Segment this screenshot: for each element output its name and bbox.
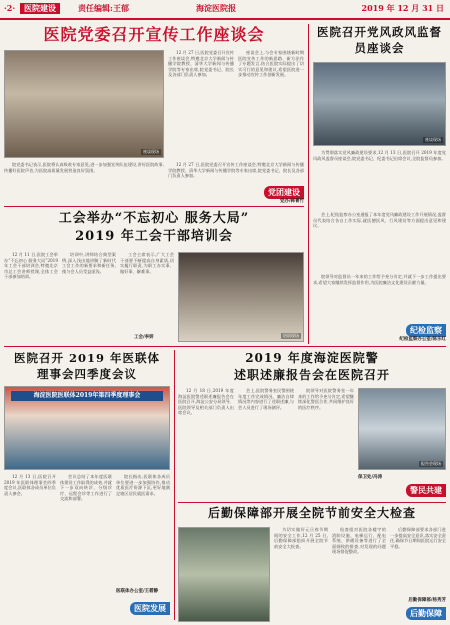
- article-body-col4: 12 月 27 日,医院党委召开宣传工作座谈会,特邀北京大学新闻与传播学院教授、清华大学新闻与传播学院等专家出席,院党委书记、院长及各部门负责人参加。: [168, 162, 304, 179]
- photo-caption: 座谈现场: [425, 137, 441, 142]
- article-body-col3: 院领导对医院警务室一年来的工作给予充分肯定,希望继续深化警医合作,共同维护良好的医疗秩序。: [298, 388, 354, 410]
- section-badge: 医院建设: [20, 3, 60, 14]
- article-title-line2: 2019 年工会干部培训会: [75, 229, 233, 244]
- article-body-col2: 培训中,讲师结合典型案例,深入浅出地讲解了新时代工会工作的新要求和新任务,使与会人员受益匪浅。: [62, 252, 116, 274]
- article-body-col3: 院党委书记表示,医院将认真吸收专家意见,进一步加强宣传队伍建设,讲好医院故事,传播好医院声音,为医院高质量发展营造良好氛围。: [4, 162, 164, 173]
- article-body-col2: 座谈会上,与会专家围绕新时期医院宣传工作的新思路、新方法作了专题发言,结合医院实际提出了切实可行的意见和建议,希望医院进一步推动宣传工作创新发展。: [238, 50, 304, 78]
- article-body-para2: 会上,纪检监察办公室通报了本年度党风廉政建设工作开展情况,监督员代表结合各自工作实际,就医德医风、行风建设等方面提出意见和建议。: [313, 212, 446, 229]
- section-tag: 党团建设: [264, 186, 304, 199]
- row-divider: [4, 346, 446, 347]
- row-divider: [4, 206, 304, 207]
- article-title-line1: 2019 年度海淀医院警: [245, 351, 379, 365]
- article-body-col2: 会议总结了本年度医联体建设工作取得的成效,并就下一步双向转诊、分级诊疗、远程会诊等工作进行了交流和部署。: [60, 474, 112, 502]
- editor-credit: 责任编辑:王郁: [78, 3, 129, 13]
- article-body-col1: 为切实做好元旦春节期间的安全工作,12 月 25 日,后勤保障部组织开展全院节前安全大检查。: [274, 527, 328, 549]
- article-medical-alliance: [4, 350, 170, 622]
- article-photo: [313, 62, 446, 146]
- article-body-col3: 后勤保障部要求各部门进一步提高安全意识,落实安全责任,确保节日期间医院运行安全平稳。: [390, 527, 446, 549]
- article-photo: [4, 50, 164, 158]
- article-body-col1: 12 月 11 日,医院工会举办“不忘初心 服务大局”2019 年工会干部培训会,特邀北京市总工会讲师授课,全体工会干部参加培训。: [4, 252, 58, 280]
- article-body-col2: 检查组对医院各楼宇的消防设施、电梯运行、配电系统、供暖设备等进行了全面细致的排查,对发现的问题现场督促整改。: [332, 527, 386, 555]
- article-supervisor-meeting: [313, 24, 446, 342]
- section-tag: 纪检监察: [406, 324, 446, 337]
- article-union-training: [4, 210, 304, 342]
- article-photo: [4, 386, 170, 470]
- photo-caption: 培训现场: [283, 333, 299, 338]
- article-propaganda-meeting: [4, 24, 304, 204]
- column-divider: [308, 24, 309, 344]
- article-body-para3: 院领导对监督员一年来的工作给予充分肯定,并就下一步工作提出要求,希望大家继续发挥监督作用,为医院廉洁文化建设贡献力量。: [313, 274, 446, 285]
- section-tag: 后勤保障: [406, 607, 446, 620]
- newspaper-name: 海淀医院报: [196, 3, 236, 13]
- row-divider: [178, 502, 446, 503]
- article-photo: [178, 252, 304, 342]
- article-title-line2: 述职述廉报告会在医院召开: [233, 368, 390, 382]
- article-title-line1: 医院召开 2019 年医联体: [13, 351, 160, 365]
- article-body-col1: 12 月 13 日,医院召开 2019 年医联体理事会四季度会议,医联体各成员单位负责人参会。: [4, 474, 56, 496]
- page-number: ·2·: [4, 3, 16, 13]
- article-author: 医联体办公室/王碧静: [116, 589, 159, 594]
- article-author: 纪检监察办公室/陈乐红: [399, 337, 446, 342]
- article-photo: [178, 527, 270, 622]
- photo-caption: 座谈现场: [143, 149, 159, 154]
- article-photo: [358, 388, 446, 470]
- issue-date: 2019 年 12 月 31 日: [361, 3, 444, 13]
- article-title-line2: 理事会四季度会议: [37, 367, 137, 381]
- section-tag: 警民共建: [406, 484, 446, 497]
- article-body-col3: 院长指出,医联体各成员单位要进一步加强协作,推动优质医疗资源下沉,更好地满足辖区居民就医需求。: [116, 474, 170, 496]
- article-body-col2: 会上,医院警务室民警围绕年度工作完成情况、廉洁自律情况等内容进行了述职述廉,与会人员进行了现场测评。: [238, 388, 294, 410]
- article-body-col1: 12 月 27 日,医院党委召开宣传工作座谈会,特邀北京大学新闻与传播学院教授、清华大学新闻与传播学院等专家出席,院党委书记、院长及各部门负责人参加。: [168, 50, 234, 78]
- article-author: 党办/韩菁竹: [279, 199, 304, 204]
- article-title-line1: 工会举办“不忘初心 服务大局”: [58, 211, 250, 226]
- article-title: 后勤保障部开展全院节前安全大检查: [207, 506, 416, 520]
- page-header: [0, 0, 450, 20]
- article-author: 后勤保障部/杨秀芳: [408, 598, 446, 603]
- article-author: 工会/李妍: [134, 335, 154, 340]
- article-body-col1: 12 月 18 日,2019 年度海淀医院警述职述廉报告会在医院召开,海淀公安分局领导、医院领导及相关部门负责人出席会议。: [178, 388, 234, 416]
- article-body-para1: 为贯彻落实党风廉政建设要求,12 月 13 日,医院召开 2019 年度党风政风监督员座谈会,院党委书记、纪委书记出席会议,全院监督员参加。: [313, 150, 446, 161]
- photo-caption: 报告会现场: [421, 461, 441, 466]
- article-safety-inspection: [178, 505, 446, 622]
- section-tag: 医院发展: [130, 602, 170, 615]
- column-divider: [174, 350, 175, 620]
- article-body-col3: 工会主席表示,广大工会干部要不断提高自身素质,切实履行职责,为职工办实事、做好事、解难事。: [120, 252, 174, 274]
- article-author: 保卫处/冯涛: [358, 475, 383, 480]
- article-police-report: [178, 350, 446, 500]
- photo-banner: 海淀医院医联体2019年第四季度理事会: [11, 391, 163, 401]
- article-title: 医院党委召开宣传工作座谈会: [43, 25, 265, 44]
- article-title: 医院召开党风政风监督员座谈会: [317, 25, 442, 55]
